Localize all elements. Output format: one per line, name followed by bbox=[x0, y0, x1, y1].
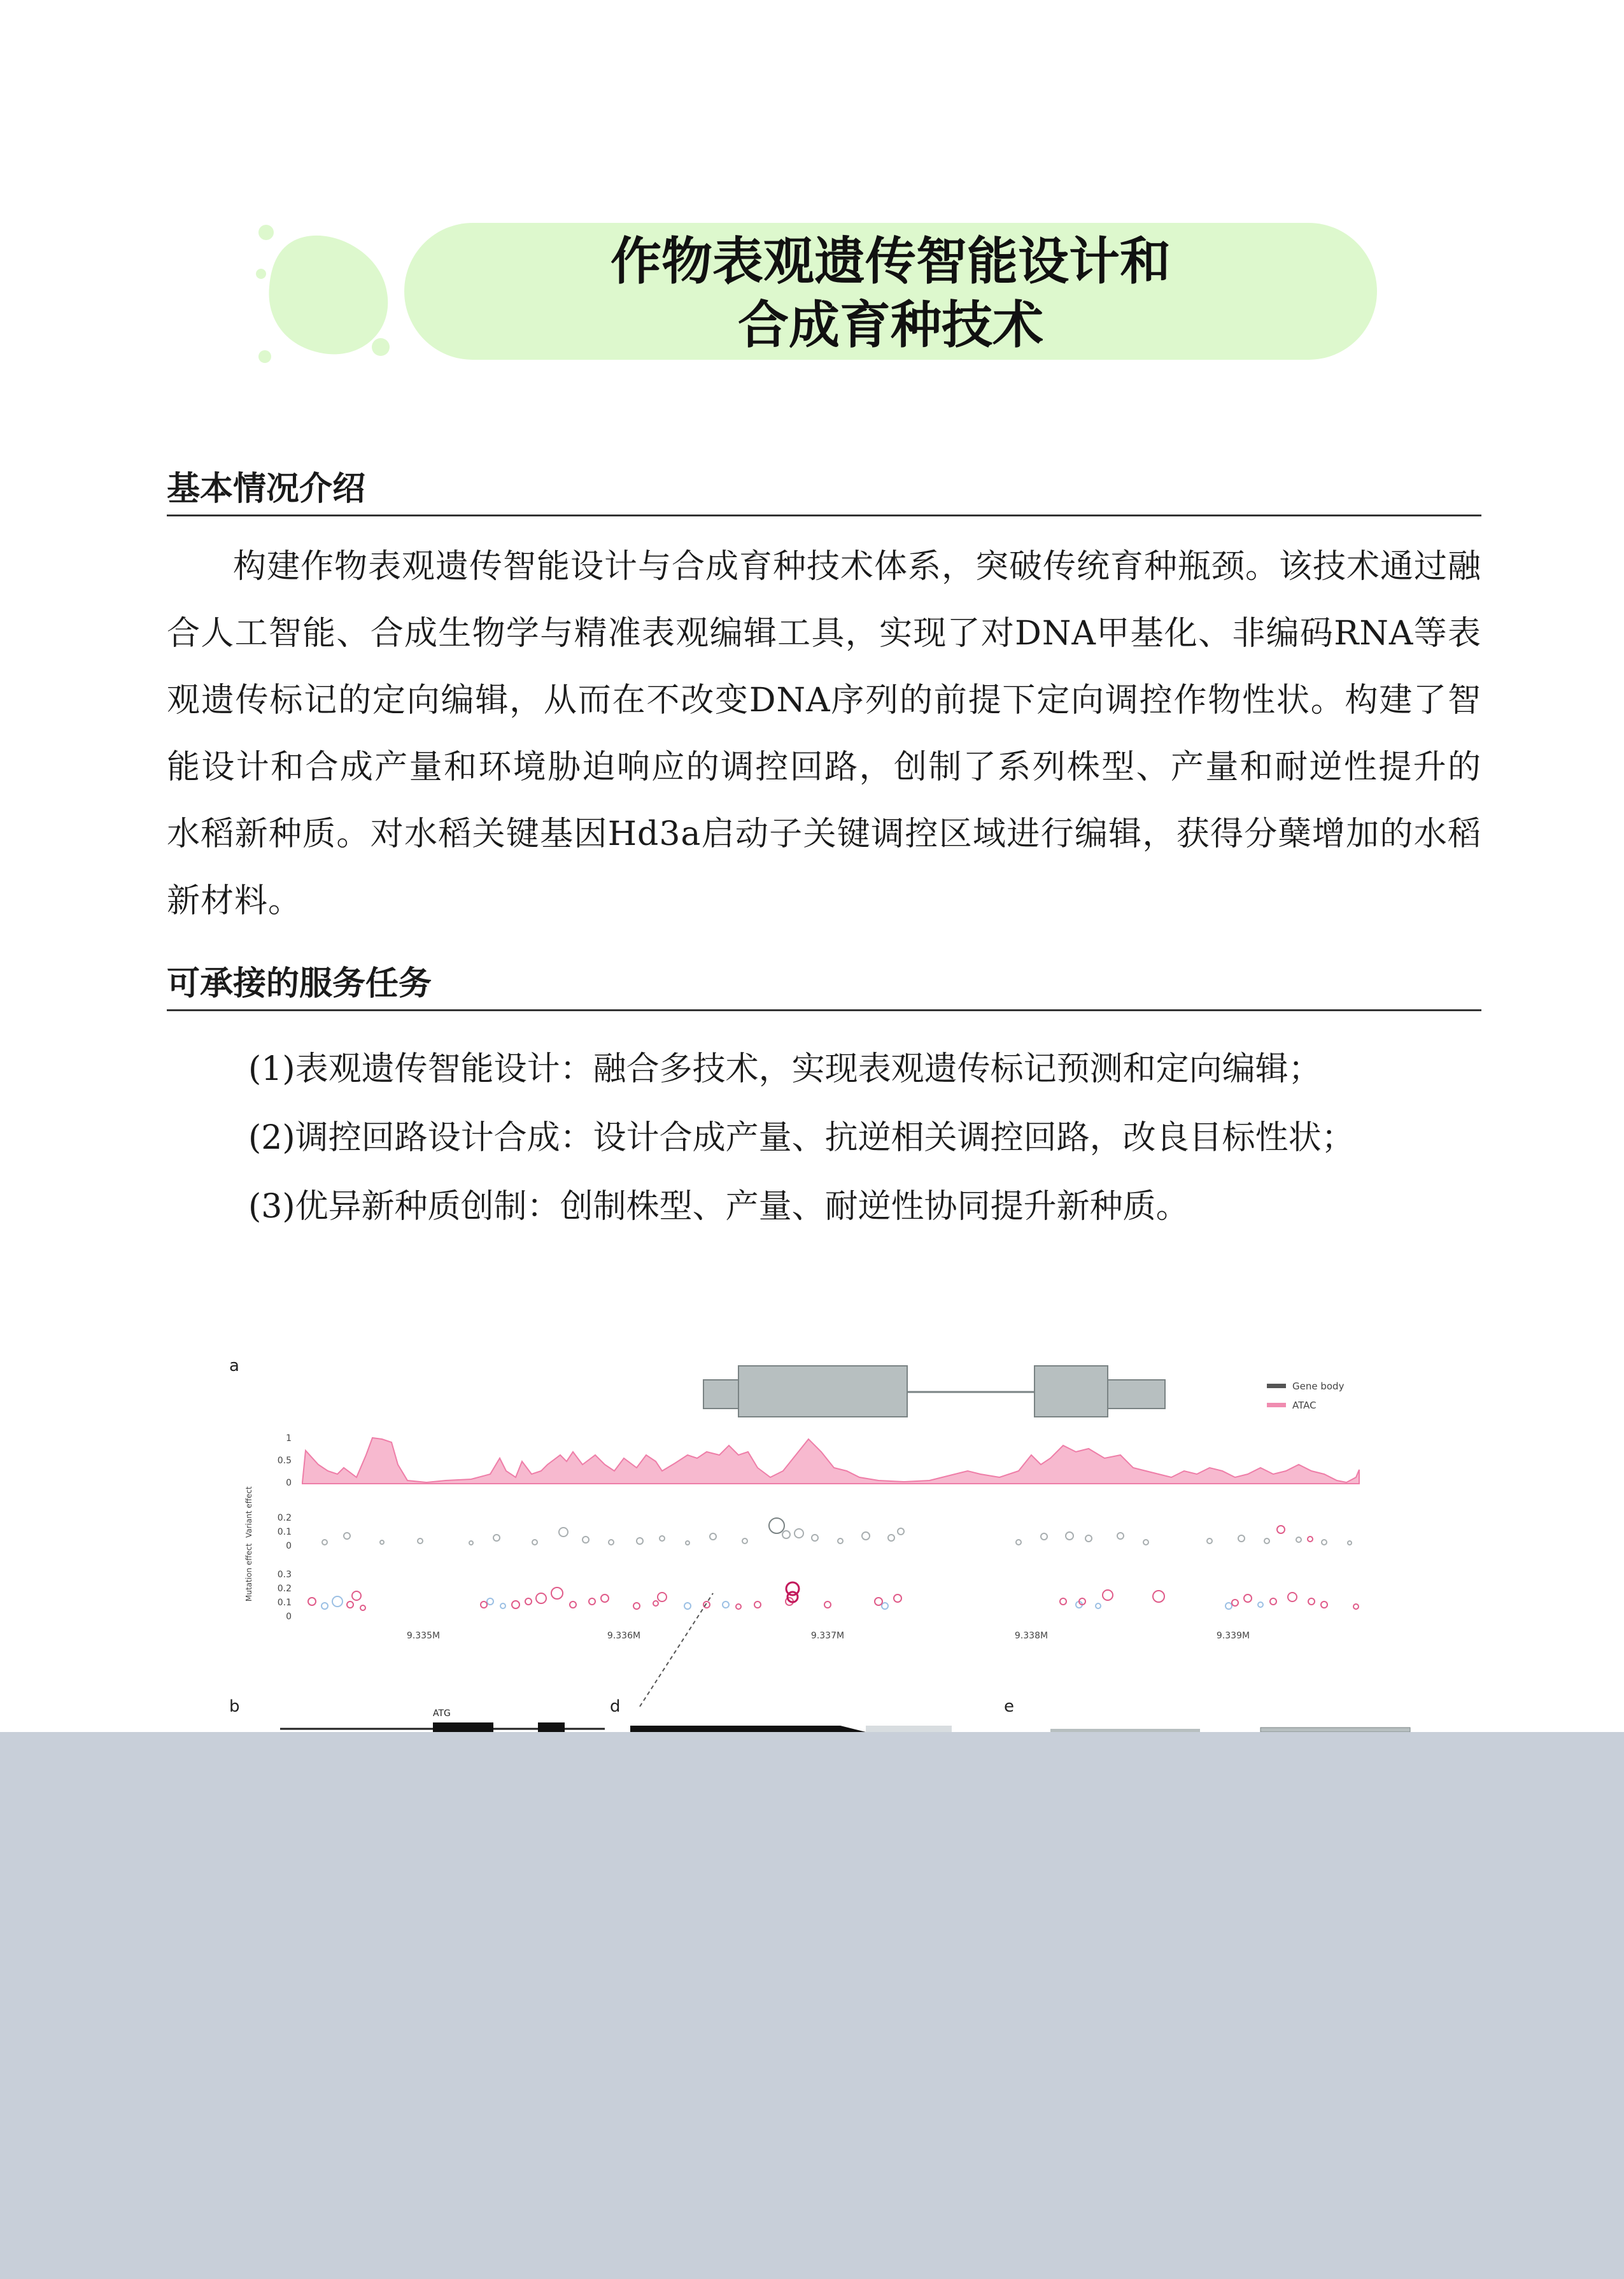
page-title bbox=[404, 229, 1377, 357]
variant-tick-01: 0.1 bbox=[277, 1527, 292, 1537]
legend-gene-body: Gene body bbox=[1292, 1381, 1345, 1392]
panel-label-e: e bbox=[1004, 1697, 1014, 1716]
legend bbox=[1267, 1381, 1345, 1411]
x-tick-1: 9.335M bbox=[406, 1631, 441, 1641]
title-line-1: 作物表观遗传智能设计和 bbox=[611, 231, 1171, 291]
task-item-1: (1)表观遗传智能设计：融合多技术，实现表观遗传标记预测和定向编辑； bbox=[248, 1050, 1322, 1088]
section-heading-intro: 基本情况介绍 bbox=[167, 464, 1481, 516]
panel-b-gene bbox=[280, 1722, 605, 1732]
task-item-3: (3)优异新种质创制：创制株型、产量、耐逆性协同提升新种质。 bbox=[248, 1188, 1189, 1226]
panel-d-bar bbox=[630, 1726, 952, 1732]
gene-model bbox=[703, 1366, 1165, 1417]
x-tick-5: 9.339M bbox=[1216, 1631, 1250, 1641]
panel-label-a: a bbox=[229, 1356, 239, 1375]
legend-swatch-atac bbox=[1267, 1403, 1286, 1407]
panel-label-b: b bbox=[229, 1697, 240, 1716]
x-axis bbox=[407, 1631, 1250, 1641]
atac-tick-1: 1 bbox=[286, 1433, 292, 1444]
mutation-tick-0: 0 bbox=[286, 1612, 292, 1622]
mutation-effect-track bbox=[244, 1544, 1359, 1622]
variant-tick-02: 0.2 bbox=[277, 1513, 292, 1523]
legend-atac: ATAC bbox=[1292, 1400, 1317, 1411]
panel-label-d: d bbox=[610, 1697, 621, 1716]
variant-tick-0: 0 bbox=[286, 1541, 292, 1551]
atac-tick-05: 0.5 bbox=[277, 1456, 292, 1466]
section-heading-services: 可承接的服务任务 bbox=[167, 958, 1481, 1011]
mutation-tick-02: 0.2 bbox=[277, 1584, 292, 1594]
variant-effect-track bbox=[244, 1486, 1352, 1551]
atg-label: ATG bbox=[433, 1708, 451, 1719]
x-tick-2: 9.336M bbox=[607, 1631, 641, 1641]
x-tick-3: 9.337M bbox=[810, 1631, 845, 1641]
mutation-tick-03: 0.3 bbox=[277, 1570, 292, 1580]
x-tick-4: 9.338M bbox=[1014, 1631, 1049, 1641]
atac-track bbox=[278, 1433, 1359, 1488]
title-line-2: 合成育种技术 bbox=[738, 295, 1043, 355]
mutation-tick-01: 0.1 bbox=[277, 1598, 292, 1608]
variant-effect-ylabel: Variant effect bbox=[244, 1486, 253, 1538]
intro-paragraph: 构建作物表观遗传智能设计与合成育种技术体系，突破传统育种瓶颈。该技术通过融合人工智能、合成生物学与精准表观编辑工具，实现了对DNA甲基化、非编码RNA等表观遗传标记的定向编辑，从而在不改变DNA序列的前提下定向调控作物性状。构建了智能设计和合成产量和环境胁迫响应的调控回路，创制了系列株型、产量和耐逆性提升的水稻新种质。对水稻关键基因Hd3a启动子关键调控区域进行编辑，获得分蘖增加的水稻新材料。 bbox=[167, 548, 1482, 920]
atac-tick-0: 0 bbox=[286, 1478, 292, 1488]
task-item-2: (2)调控回路设计合成：设计合成产量、抗逆相关调控回路，改良目标性状； bbox=[248, 1119, 1355, 1157]
page-bottom-band bbox=[0, 1732, 1624, 2279]
service-task-list bbox=[248, 1035, 1496, 1241]
mutation-effect-ylabel: Mutation effect bbox=[244, 1543, 253, 1601]
genomic-figure bbox=[216, 1344, 1413, 1732]
legend-swatch-gene-body bbox=[1267, 1384, 1286, 1388]
panel-e-boxes bbox=[1050, 1728, 1410, 1732]
title-decoration-shape bbox=[253, 223, 400, 366]
zoom-connector-line bbox=[640, 1593, 713, 1707]
